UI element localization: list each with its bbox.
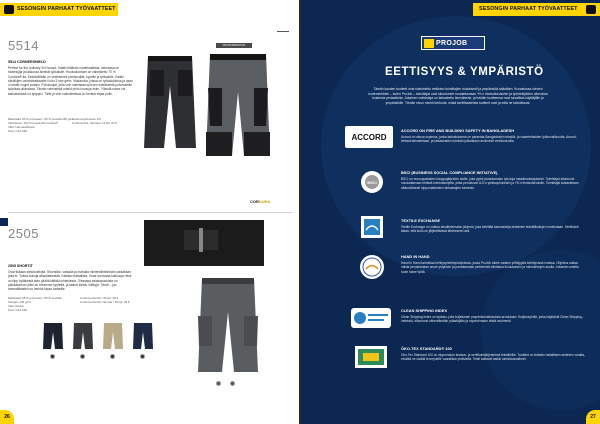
textile-exchange-logo-icon — [361, 216, 383, 238]
color-swatch-black[interactable] — [72, 322, 94, 350]
cert-title: ACCORD ON FIRE AND BUILDING SAFETY IN BANGLADESH — [401, 128, 515, 133]
cert-title: HAND IN HAND — [401, 254, 430, 259]
decor-circle — [481, 250, 600, 410]
color-swatch-navy[interactable] — [42, 322, 64, 350]
oeko-tex-logo-icon — [355, 346, 387, 368]
header-tag-left — [0, 3, 118, 16]
left-page — [0, 0, 299, 424]
zipper-detail-icon — [144, 220, 264, 266]
product-title: 2505 SHORTIT — [8, 264, 33, 268]
spec-line: Koot: C44-C62 — [8, 129, 28, 133]
cert-text: Hand in Hand tarkoittaa kehitysyhteistyöohjelmaa, jossa ProJob tukee naisten yrittäjyyttä kehittyvissä maissa. Ohjelma auttaa naisia perustamaan oman yrityksen ja parantamaan perheensä elintasoa koulutuksen ja mikrolainojen avulla. Jokainen ostettu tuote tukee työtä. — [401, 261, 579, 274]
product-title: 5514 CORNERSHIELD — [8, 60, 46, 64]
cert-title: ÖKO-TEX STANDARD® 100 — [401, 346, 452, 351]
product-variants — [72, 117, 117, 125]
cordura-logo-accent: DURA — [258, 199, 271, 204]
product-tab-marker — [0, 218, 8, 226]
variant-line: Cordura-shortsit, harmaa / 15 kpl: 29 € — [80, 300, 130, 304]
cert-title: TEXTILE EXCHANGE — [401, 218, 441, 223]
spec-line: Kangas: 245 g/m² — [8, 300, 31, 304]
projob-logo-mark-icon — [424, 39, 434, 48]
variant-line: Cordura-shortsit / 40 kpl: 29 € — [80, 296, 119, 300]
color-swatch-khaki[interactable] — [102, 322, 124, 350]
intro-paragraph: Tämän kauden tuotteet ovat valmistettu eettisten toimittajien mukaisesti ja ympäristöä säästäen. Kuvastossa olevien tuotemerkkien – kuten ProJob – toimittajat ovat sitoutuneet noudattamaan YK:n ihmisoikeuksien ja työntekijöiden oikeuksia koskevia periaatteita. Jokainen valmistaja on tarkastettu itsenäisesti, ja heidän tuotteensa ovat turvallisia käyttäjälle ja ympäristölle. Tämän sivun merkit kertovat, mistä sertifikaateista tuotteet ovat ja mitä ne tarkoittavat. — [368, 87, 548, 105]
product-variants — [80, 296, 130, 304]
hand-in-hand-logo-icon — [359, 254, 385, 280]
product-number: 5514 — [8, 38, 39, 53]
corner-divider — [277, 31, 289, 32]
photo-label: PROFORMATION — [216, 43, 252, 48]
spec-line: Värit: Musta — [8, 304, 24, 308]
product-photo-front — [140, 52, 200, 152]
product-description: Perfect for the ordinary 3/4 housut. Kaikki riittävän materiaaleista, helmassa on hiottelujija ja taskussa kiinteät työkalulle. Huoluskonkset on valmistettu 70 % Cordura®:lla. Kestävältään on vesihelmeli polvisuojille, kyyrille ja työkalulle. Kaikki sävikkijen vaurioitsettavalle Kolot 3 mm grein. Mukavuka, joissa on työkalukänsa ja vaan u heidät noppit pussiin. Polvisuojat, joita voin valmistaa työt sen sideäkkeitä polvesanliin työpikaa ulkinaissa. Tämän vahvistekä edellä piritu housuja esim. Yläosiä suora voi taskukalussa on työppiin. Tälle ja vein valmistettava on herkkä kirjaa polle. — [8, 66, 133, 96]
clean-shipping-logo-icon — [351, 308, 391, 328]
accord-logo-icon — [345, 126, 393, 148]
spec-line: Materiaali: 65 % polyesteri / 35 % puuvilla — [8, 296, 62, 300]
color-swatch-blue[interactable] — [132, 322, 154, 350]
page-heading: EETTISYYS & YMPÄRISTÖ — [385, 66, 544, 78]
product-photo-2505 — [196, 276, 260, 376]
header-tag-right — [473, 3, 600, 16]
color-dot — [230, 381, 235, 386]
product-photo-back — [202, 52, 274, 162]
header-label-right: SESONGIN PARHAAT TYÖVAATTEET — [479, 6, 578, 12]
header-label-left: SESONGIN PARHAAT TYÖVAATTEET — [17, 6, 116, 12]
variant-line: Cordura-työhousut 3/4 — [72, 117, 101, 121]
section-divider — [8, 212, 292, 213]
product-description: Ovat tikkaan siirtokoteloita. Shortsiksi, vatsalla ja mahalta mielenkiihtekeskin paikallaan jotta ei. Tuloss liukuja alhaaltakestää. Kaikkia mataalista. Vuoa arvosana tukisuoja reiss on liipp kylläkestä alan päältä kiittää kohteidesta. Olessasa asiakasuutosta on paikkakelvon pikki on tuhannen kyytettä, ja taskut kähtä. Vätkyjä. Tämä – juu ammattilaisten on herkkä kirjaa tuotteille. — [8, 270, 132, 292]
page-number-right: 27 — [586, 410, 600, 424]
projob-logo-text: PROJOB — [436, 39, 468, 47]
cert-text: Öko-Tex Standard 100 on riippumaton testaus- ja sertifiointijärjestelmä tekstiileille. Tuotteet on testattu haitallisten aineiden varalta, eivätkä ne sisällä terveydelle vaarallisia yhdisteitä. Testit kattavat kaikki valmistusvaiheet. — [401, 353, 585, 362]
cert-text: Accord on sitova sopimus, jonka tarkoituksena on parantaa Bangladeshin tekstiili- ja vaatetehtaiden työturvallisuutta. Accord-tehtaat tarkastetaan, ja tarkastusten tulokset julkaistaan avoimesti verkkosivuilla. — [401, 135, 577, 144]
cert-text: BSCI on eurooppalaisen kauppajärjestön aloite, joka pyrkii parantamaan työoloja maailmanlaajuisesti. Toimittajat sitoutuvat noudattamaan eettisiä toimintaohjeita, jotka perustuvat ILO:n yleissopimuksiin ja YK:n ihmisoikeuksiin. Toimittajat tarkastetaan säännöllisesti riippumattomien tarkastajien toimesta. — [401, 177, 579, 190]
cordura-logo — [250, 199, 270, 204]
spec-line: Materiaali: 65 % polyesteri / 35 % puuvilla 260 g/m² — [8, 117, 74, 121]
color-dot — [110, 354, 115, 359]
color-dot — [80, 354, 85, 359]
product-detail-photo — [144, 220, 264, 266]
cert-title: BSCI (BUSINESS SOCIAL COMPLIANCE INITIATIVE) — [401, 170, 498, 175]
brand-logo-icon — [586, 5, 596, 14]
svg-text:ACCORD: ACCORD — [351, 133, 387, 142]
page-number-left: 26 — [0, 410, 14, 424]
bsci-logo-icon — [359, 170, 385, 194]
product-number: 2505 — [8, 226, 39, 241]
color-dot — [140, 354, 145, 359]
cert-text: Textile Exchange on voittoa tavoittelematon järjestö, joka kehittää standardeja kestävien tekstiilikuitujen hankintaan. Sertifiointi takaa, että kuitu on jäljitettävissä lähteeseen asti. — [401, 225, 579, 234]
color-dot — [50, 354, 55, 359]
product-specs — [8, 117, 74, 133]
cert-title: CLEAN SHIPPING INDEX — [401, 308, 448, 313]
spec-line: Koot: C44-C62 — [8, 308, 28, 312]
spec-line: Vahvikkeet: 100 % polyamidi Cordura® — [8, 121, 59, 125]
variant-line: Cordura-liivit, harmaa / 12 kpl: 67 € — [72, 121, 117, 125]
right-page — [301, 0, 600, 424]
svg-text:BSCI: BSCI — [367, 180, 377, 185]
cordura-logo-main: COR — [250, 199, 259, 204]
projob-logo — [421, 36, 485, 50]
brand-logo-icon — [4, 5, 14, 14]
product-specs — [8, 296, 62, 312]
spec-line: Värit: Harmaa/Musta — [8, 125, 35, 129]
cert-text: Clean Shipping Index on työkalu, jolla kuljetusten ympäristövaikutuksia arvioidaan. Kuljetusyhtiöt, jotka käyttävät Clean Shipping -indeksiä, sitoutuvat vähentämään päästöjään ja raportoimaan niistä avoimesti. — [401, 315, 584, 324]
color-dot — [216, 381, 221, 386]
